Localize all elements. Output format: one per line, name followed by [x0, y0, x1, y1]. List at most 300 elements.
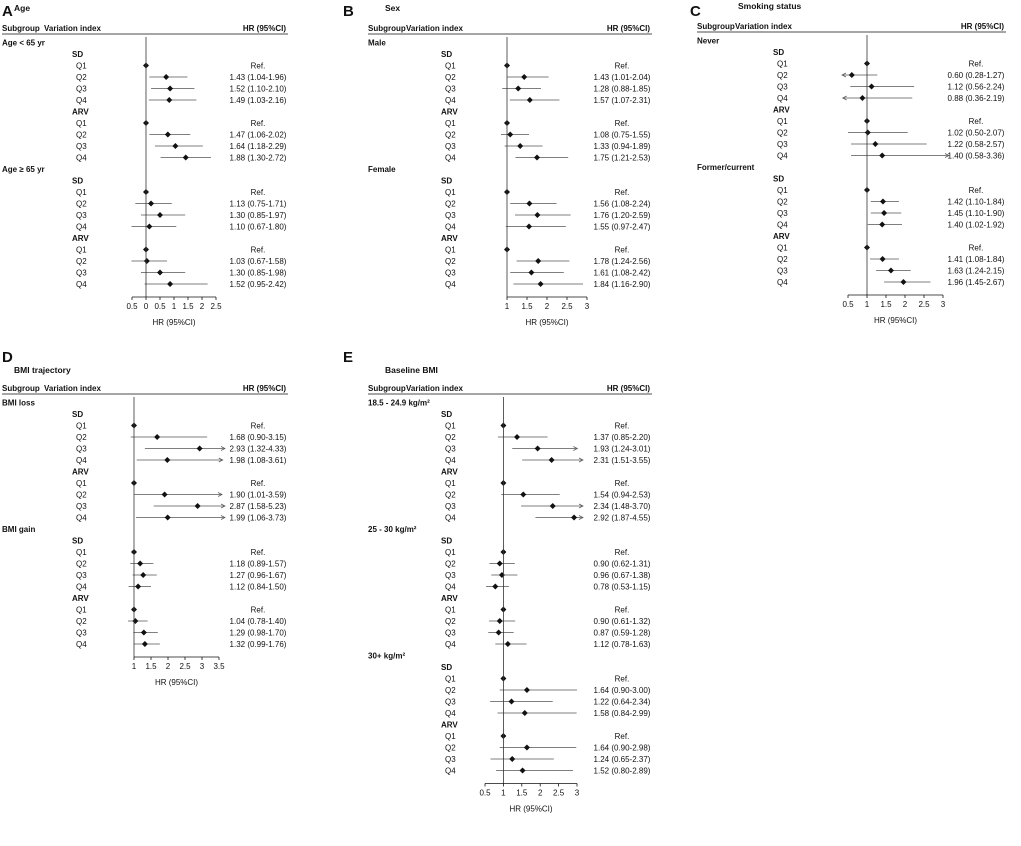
hr-ci-text: 1.52 (1.10-2.10)	[229, 84, 287, 94]
hr-ci-text: Ref.	[968, 243, 984, 253]
quartile-label: Q2	[445, 130, 456, 140]
point-estimate	[164, 457, 170, 463]
quartile-label: Q3	[445, 697, 456, 707]
point-estimate	[526, 201, 532, 207]
point-estimate	[172, 143, 178, 149]
point-estimate	[535, 258, 541, 264]
quartile-label: Q3	[445, 211, 456, 220]
point-estimate	[900, 279, 906, 285]
point-estimate	[520, 768, 526, 774]
quartile-label: Q2	[445, 73, 456, 82]
quartile-label: Q2	[445, 617, 456, 626]
quartile-label: Q2	[76, 490, 87, 500]
hr-ci-text: 2.34 (1.48-3.70)	[593, 502, 651, 511]
header-subgroup: Subgroup	[2, 384, 40, 393]
point-estimate	[132, 618, 138, 624]
point-estimate	[879, 153, 885, 159]
quartile-label: Q3	[76, 571, 87, 580]
hr-ci-text: Ref.	[250, 421, 266, 431]
hr-ci-text: 1.93 (1.24-3.01)	[593, 444, 651, 454]
hr-ci-text: 1.37 (0.85-2.20)	[593, 433, 651, 442]
point-estimate	[888, 268, 894, 274]
hr-ci-text: 1.18 (0.89-1.57)	[229, 559, 287, 569]
quartile-label: Q4	[76, 222, 87, 232]
variation-index-label: SD	[72, 50, 84, 59]
hr-ci-text: 2.93 (1.32-4.33)	[229, 444, 287, 454]
x-tick-label: 1	[864, 300, 870, 309]
x-tick-label: 3	[940, 300, 946, 309]
point-estimate	[524, 687, 530, 693]
x-tick-label: 3	[584, 302, 590, 311]
forest-panel-d	[2, 349, 288, 687]
point-estimate	[148, 201, 154, 207]
variation-index-label: SD	[773, 174, 785, 184]
point-estimate	[520, 492, 526, 498]
point-estimate	[549, 457, 555, 463]
point-estimate	[162, 492, 168, 498]
point-estimate	[163, 74, 169, 80]
hr-ci-text: 1.78 (1.24-2.56)	[593, 257, 651, 266]
variation-index-label: ARV	[773, 105, 790, 115]
quartile-label: Q4	[777, 94, 788, 103]
quartile-label: Q3	[445, 84, 456, 94]
hr-ci-text: Ref.	[614, 732, 630, 741]
quartile-label: Q4	[76, 513, 87, 523]
quartile-label: Q2	[76, 617, 87, 626]
hr-ci-text: 0.87 (0.59-1.28)	[593, 628, 651, 638]
header-subgroup: Subgroup	[368, 384, 406, 393]
point-estimate	[880, 256, 886, 262]
hr-ci-text: 1.02 (0.50-2.07)	[947, 128, 1005, 138]
point-estimate	[879, 222, 885, 228]
point-estimate	[492, 584, 498, 590]
x-tick-label: 2	[902, 300, 908, 309]
quartile-label: Q2	[445, 743, 456, 753]
x-tick-label: 3	[574, 788, 580, 798]
x-tick-label: 0.5	[479, 788, 491, 798]
panel-letter: C	[690, 3, 701, 20]
quartile-label: Q3	[76, 84, 87, 94]
hr-ci-text: 1.04 (0.78-1.40)	[229, 617, 287, 626]
header-subgroup: Subgroup	[2, 24, 40, 33]
quartile-label: Q2	[76, 199, 87, 209]
variation-index-label: ARV	[441, 234, 458, 243]
point-estimate	[157, 270, 163, 276]
quartile-label: Q1	[777, 186, 788, 195]
header-hr: HR (95%CI)	[242, 384, 286, 393]
header-subgroup: Subgroup	[368, 24, 406, 33]
quartile-label: Q1	[76, 548, 87, 557]
x-tick-label: 1.5	[880, 300, 892, 309]
point-estimate	[527, 97, 533, 103]
hr-ci-text: 1.47 (1.06-2.02)	[229, 130, 287, 140]
point-estimate	[146, 224, 152, 230]
subgroup-label: BMI gain	[2, 525, 36, 534]
panel-title: Sex	[385, 3, 401, 13]
hr-ci-text: 1.22 (0.64-2.34)	[593, 697, 651, 707]
variation-index-label: ARV	[72, 594, 89, 603]
quartile-label: Q4	[445, 513, 456, 523]
quartile-label: Q3	[445, 444, 456, 454]
variation-index-label: SD	[441, 410, 453, 419]
x-tick-label: 0.5	[842, 300, 854, 309]
hr-ci-text: Ref.	[250, 245, 266, 255]
hr-ci-text: 1.68 (0.90-3.15)	[229, 433, 287, 442]
subgroup-label: BMI loss	[2, 398, 35, 408]
subgroup-label: 18.5 - 24.9 kg/m²	[368, 398, 430, 408]
hr-ci-text: 0.90 (0.61-1.32)	[593, 617, 651, 626]
hr-ci-text: 1.28 (0.88-1.85)	[593, 84, 651, 94]
variation-index-label: SD	[441, 536, 453, 546]
variation-index-label: ARV	[441, 467, 458, 477]
point-estimate	[140, 572, 146, 578]
quartile-label: Q4	[76, 96, 87, 105]
quartile-label: Q2	[777, 255, 788, 264]
x-tick-label: 1	[504, 302, 510, 311]
quartile-label: Q3	[445, 268, 456, 278]
quartile-label: Q1	[777, 243, 788, 253]
quartile-label: Q1	[445, 605, 456, 615]
point-estimate	[522, 710, 528, 716]
subgroup-label: Former/current	[697, 163, 755, 172]
variation-index-label: ARV	[72, 107, 89, 117]
quartile-label: Q3	[76, 444, 87, 454]
point-estimate	[142, 641, 148, 647]
point-estimate	[538, 281, 544, 287]
point-estimate	[509, 756, 515, 762]
x-tick-label: 0	[143, 302, 149, 311]
header-variation-index: Variation index	[406, 24, 463, 33]
quartile-label: Q4	[777, 151, 788, 161]
hr-ci-text: 1.52 (0.95-2.42)	[229, 280, 287, 289]
header-variation-index: Variation index	[406, 384, 463, 393]
hr-ci-text: Ref.	[614, 605, 630, 615]
quartile-label: Q3	[777, 140, 788, 149]
hr-ci-text: 1.75 (1.21-2.53)	[593, 153, 651, 163]
quartile-label: Q4	[445, 96, 456, 105]
variation-index-label: ARV	[773, 232, 790, 241]
point-estimate	[528, 270, 534, 276]
hr-ci-text: 1.99 (1.06-3.73)	[229, 513, 287, 523]
quartile-label: Q4	[76, 153, 87, 163]
variation-index-label: SD	[773, 48, 785, 57]
hr-ci-text: 1.08 (0.75-1.55)	[593, 130, 651, 140]
hr-ci-text: 1.10 (0.67-1.80)	[229, 222, 287, 232]
x-tick-label: 2.5	[918, 300, 930, 309]
x-tick-label: 2	[165, 662, 171, 671]
hr-ci-text: 1.32 (0.99-1.76)	[229, 640, 287, 649]
variation-index-label: ARV	[441, 594, 458, 603]
hr-ci-text: 1.61 (1.08-2.42)	[593, 268, 651, 278]
quartile-label: Q1	[76, 479, 87, 488]
point-estimate	[865, 130, 871, 136]
quartile-label: Q1	[76, 421, 87, 431]
hr-ci-text: Ref.	[614, 61, 630, 71]
hr-ci-text: 1.52 (0.80-2.89)	[593, 766, 651, 776]
hr-ci-text: Ref.	[614, 119, 630, 128]
hr-ci-text: 2.87 (1.58-5.23)	[229, 502, 287, 511]
hr-ci-text: Ref.	[250, 119, 266, 128]
point-estimate	[197, 446, 203, 452]
quartile-label: Q4	[76, 582, 87, 592]
point-estimate	[144, 258, 150, 264]
quartile-label: Q2	[445, 199, 456, 209]
point-estimate	[167, 281, 173, 287]
quartile-label: Q4	[445, 640, 456, 649]
point-estimate	[880, 199, 886, 205]
point-estimate	[508, 699, 514, 705]
quartile-label: Q4	[76, 456, 87, 465]
quartile-label: Q2	[76, 433, 87, 442]
quartile-label: Q4	[445, 766, 456, 776]
hr-ci-text: 0.96 (0.67-1.38)	[593, 571, 651, 580]
hr-ci-text: 1.88 (1.30-2.72)	[229, 153, 287, 163]
point-estimate	[571, 515, 577, 521]
point-estimate	[507, 132, 513, 138]
quartile-label: Q1	[777, 59, 788, 69]
hr-ci-text: 1.76 (1.20-2.59)	[593, 211, 651, 220]
hr-ci-text: 0.90 (0.62-1.31)	[593, 559, 651, 569]
quartile-label: Q3	[445, 755, 456, 764]
x-tick-label: 3	[199, 662, 205, 671]
subgroup-label: Age ≥ 65 yr	[2, 165, 45, 174]
quartile-label: Q1	[445, 61, 456, 71]
quartile-label: Q1	[445, 674, 456, 684]
hr-ci-text: Ref.	[614, 479, 630, 488]
quartile-label: Q4	[777, 278, 788, 287]
variation-index-label: ARV	[72, 234, 89, 243]
point-estimate	[167, 86, 173, 92]
point-estimate	[524, 745, 530, 751]
quartile-label: Q2	[76, 73, 87, 82]
hr-ci-text: 0.60 (0.28-1.27)	[947, 71, 1005, 80]
point-estimate	[497, 618, 503, 624]
point-estimate	[135, 584, 141, 590]
hr-ci-text: Ref.	[614, 421, 630, 431]
x-tick-label: 0.5	[126, 302, 138, 311]
hr-ci-text: 1.43 (1.01-2.04)	[593, 73, 651, 82]
subgroup-label: Male	[368, 38, 386, 48]
quartile-label: Q4	[445, 280, 456, 289]
quartile-label: Q4	[76, 280, 87, 289]
quartile-label: Q1	[76, 188, 87, 197]
x-tick-label: 2	[537, 788, 543, 798]
x-tick-label: 3.5	[213, 662, 225, 671]
panel-letter: A	[2, 3, 13, 20]
hr-ci-text: 1.12 (0.56-2.24)	[947, 82, 1005, 92]
quartile-label: Q3	[445, 571, 456, 580]
forest-panel-c	[690, 1, 1006, 325]
quartile-label: Q3	[777, 266, 788, 276]
point-estimate	[183, 155, 189, 161]
hr-ci-text: Ref.	[614, 188, 630, 197]
x-tick-label: 1.5	[521, 302, 533, 311]
point-estimate	[154, 434, 160, 440]
x-tick-label: 2.5	[179, 662, 191, 671]
header-hr: HR (95%CI)	[606, 24, 650, 33]
hr-ci-text: 1.84 (1.16-2.90)	[593, 280, 651, 289]
hr-ci-text: 1.33 (0.94-1.89)	[593, 142, 651, 151]
header-variation-index: Variation index	[735, 22, 792, 31]
x-tick-label: 1	[131, 662, 137, 671]
hr-ci-text: Ref.	[968, 59, 984, 69]
quartile-label: Q3	[777, 209, 788, 218]
hr-ci-text: Ref.	[250, 188, 266, 197]
quartile-label: Q4	[445, 456, 456, 465]
hr-ci-text: 1.41 (1.08-1.84)	[947, 255, 1005, 264]
quartile-label: Q4	[445, 709, 456, 718]
point-estimate	[534, 155, 540, 161]
point-estimate	[157, 212, 163, 218]
hr-ci-text: 1.40 (0.58-3.36)	[947, 151, 1005, 161]
quartile-label: Q4	[445, 582, 456, 592]
quartile-label: Q1	[445, 245, 456, 255]
quartile-label: Q1	[445, 732, 456, 741]
x-tick-label: 1	[171, 302, 177, 311]
hr-ci-text: 1.12 (0.78-1.63)	[593, 640, 651, 649]
subgroup-label: 25 - 30 kg/m²	[368, 525, 417, 534]
forest-panel-b	[343, 3, 652, 327]
hr-ci-text: 1.29 (0.98-1.70)	[229, 628, 287, 638]
point-estimate	[859, 95, 865, 101]
hr-ci-text: 2.31 (1.51-3.55)	[593, 456, 651, 465]
variation-index-label: SD	[441, 176, 453, 186]
x-tick-label: 1.5	[516, 788, 528, 798]
hr-ci-text: Ref.	[250, 548, 266, 557]
hr-ci-text: Ref.	[968, 186, 984, 195]
hr-ci-text: 1.27 (0.96-1.67)	[229, 571, 287, 580]
x-tick-label: 0.5	[154, 302, 166, 311]
point-estimate	[166, 97, 172, 103]
point-estimate	[514, 434, 520, 440]
subgroup-label: Never	[697, 36, 720, 46]
x-tick-label: 1.5	[182, 302, 194, 311]
header-subgroup: Subgroup	[697, 22, 735, 31]
x-tick-label: 1	[501, 788, 506, 798]
quartile-label: Q2	[445, 686, 456, 695]
quartile-label: Q2	[445, 433, 456, 442]
hr-ci-text: 1.22 (0.58-2.57)	[947, 140, 1005, 149]
header-hr: HR (95%CI)	[242, 24, 286, 33]
hr-ci-text: Ref.	[250, 479, 266, 488]
quartile-label: Q4	[445, 222, 456, 232]
quartile-label: Q3	[76, 211, 87, 220]
hr-ci-text: 1.64 (0.90-3.00)	[593, 686, 651, 695]
header-hr: HR (95%CI)	[606, 384, 650, 393]
quartile-label: Q1	[445, 421, 456, 431]
panel-letter: D	[2, 349, 13, 366]
quartile-label: Q1	[445, 119, 456, 128]
quartile-label: Q4	[777, 220, 788, 230]
point-estimate	[165, 515, 171, 521]
point-estimate	[517, 143, 523, 149]
point-estimate	[497, 561, 503, 567]
hr-ci-text: 2.92 (1.87-4.55)	[593, 513, 651, 523]
hr-ci-text: Ref.	[250, 61, 266, 71]
x-tick-label: 2	[544, 302, 550, 311]
quartile-label: Q1	[76, 245, 87, 255]
header-hr: HR (95%CI)	[960, 22, 1004, 31]
x-axis-label: HR (95%CI)	[873, 316, 918, 325]
point-estimate	[521, 74, 527, 80]
variation-index-label: SD	[72, 410, 84, 419]
quartile-label: Q2	[76, 130, 87, 140]
panel-letter: B	[343, 3, 354, 20]
quartile-label: Q3	[445, 502, 456, 511]
point-estimate	[496, 630, 502, 636]
quartile-label: Q2	[777, 71, 788, 80]
hr-ci-text: Ref.	[614, 245, 630, 255]
header-variation-index: Variation index	[44, 384, 101, 393]
quartile-label: Q3	[76, 142, 87, 151]
quartile-label: Q3	[76, 268, 87, 278]
panel-title: Smoking status	[738, 1, 802, 11]
point-estimate	[872, 141, 878, 147]
x-axis-label: HR (95%CI)	[154, 678, 199, 687]
hr-ci-text: 1.40 (1.02-1.92)	[947, 220, 1005, 230]
quartile-label: Q1	[445, 479, 456, 488]
quartile-label: Q2	[445, 257, 456, 266]
hr-ci-text: 0.88 (0.36-2.19)	[947, 94, 1005, 103]
hr-ci-text: 1.24 (0.65-2.37)	[593, 755, 651, 764]
point-estimate	[515, 86, 521, 92]
panel-title: BMI trajectory	[14, 365, 71, 375]
hr-ci-text: 0.78 (0.53-1.15)	[593, 582, 651, 592]
hr-ci-text: 1.64 (0.90-2.98)	[593, 743, 651, 753]
variation-index-label: SD	[72, 536, 84, 546]
point-estimate	[849, 72, 855, 78]
quartile-label: Q4	[445, 153, 456, 163]
quartile-label: Q2	[76, 559, 87, 569]
x-tick-label: 1.5	[145, 662, 157, 671]
point-estimate	[141, 630, 147, 636]
quartile-label: Q1	[76, 119, 87, 128]
quartile-label: Q2	[445, 559, 456, 569]
x-tick-label: 2.5	[561, 302, 573, 311]
x-axis-label: HR (95%CI)	[525, 318, 569, 327]
x-tick-label: 2.5	[210, 302, 222, 311]
point-estimate	[165, 132, 171, 138]
quartile-label: Q3	[445, 142, 456, 151]
quartile-label: Q3	[76, 502, 87, 511]
hr-ci-text: 1.55 (0.97-2.47)	[593, 222, 651, 232]
hr-ci-text: 1.45 (1.10-1.90)	[947, 209, 1005, 218]
panel-letter: E	[343, 349, 354, 366]
subgroup-label: 30+ kg/m²	[368, 651, 406, 661]
variation-index-label: ARV	[441, 720, 458, 730]
hr-ci-text: Ref.	[614, 548, 630, 557]
quartile-label: Q3	[777, 82, 788, 92]
hr-ci-text: 1.03 (0.67-1.58)	[229, 257, 287, 266]
panel-title: Baseline BMI	[385, 365, 438, 375]
hr-ci-text: Ref.	[968, 117, 984, 126]
header-variation-index: Variation index	[44, 24, 101, 33]
hr-ci-text: 1.96 (1.45-2.67)	[947, 278, 1005, 287]
forest-panel-e	[343, 349, 652, 814]
hr-ci-text: 1.90 (1.01-3.59)	[229, 490, 287, 500]
hr-ci-text: 1.64 (1.18-2.29)	[229, 142, 287, 151]
quartile-label: Q3	[445, 628, 456, 638]
variation-index-label: ARV	[72, 467, 89, 477]
point-estimate	[526, 224, 532, 230]
hr-ci-text: 1.43 (1.04-1.96)	[229, 73, 287, 82]
point-estimate	[550, 503, 556, 509]
hr-ci-text: 1.63 (1.24-2.15)	[947, 266, 1005, 276]
subgroup-label: Female	[368, 165, 396, 174]
x-tick-label: 2.5	[553, 788, 565, 798]
hr-ci-text: 1.57 (1.07-2.31)	[593, 96, 651, 105]
point-estimate	[505, 641, 511, 647]
